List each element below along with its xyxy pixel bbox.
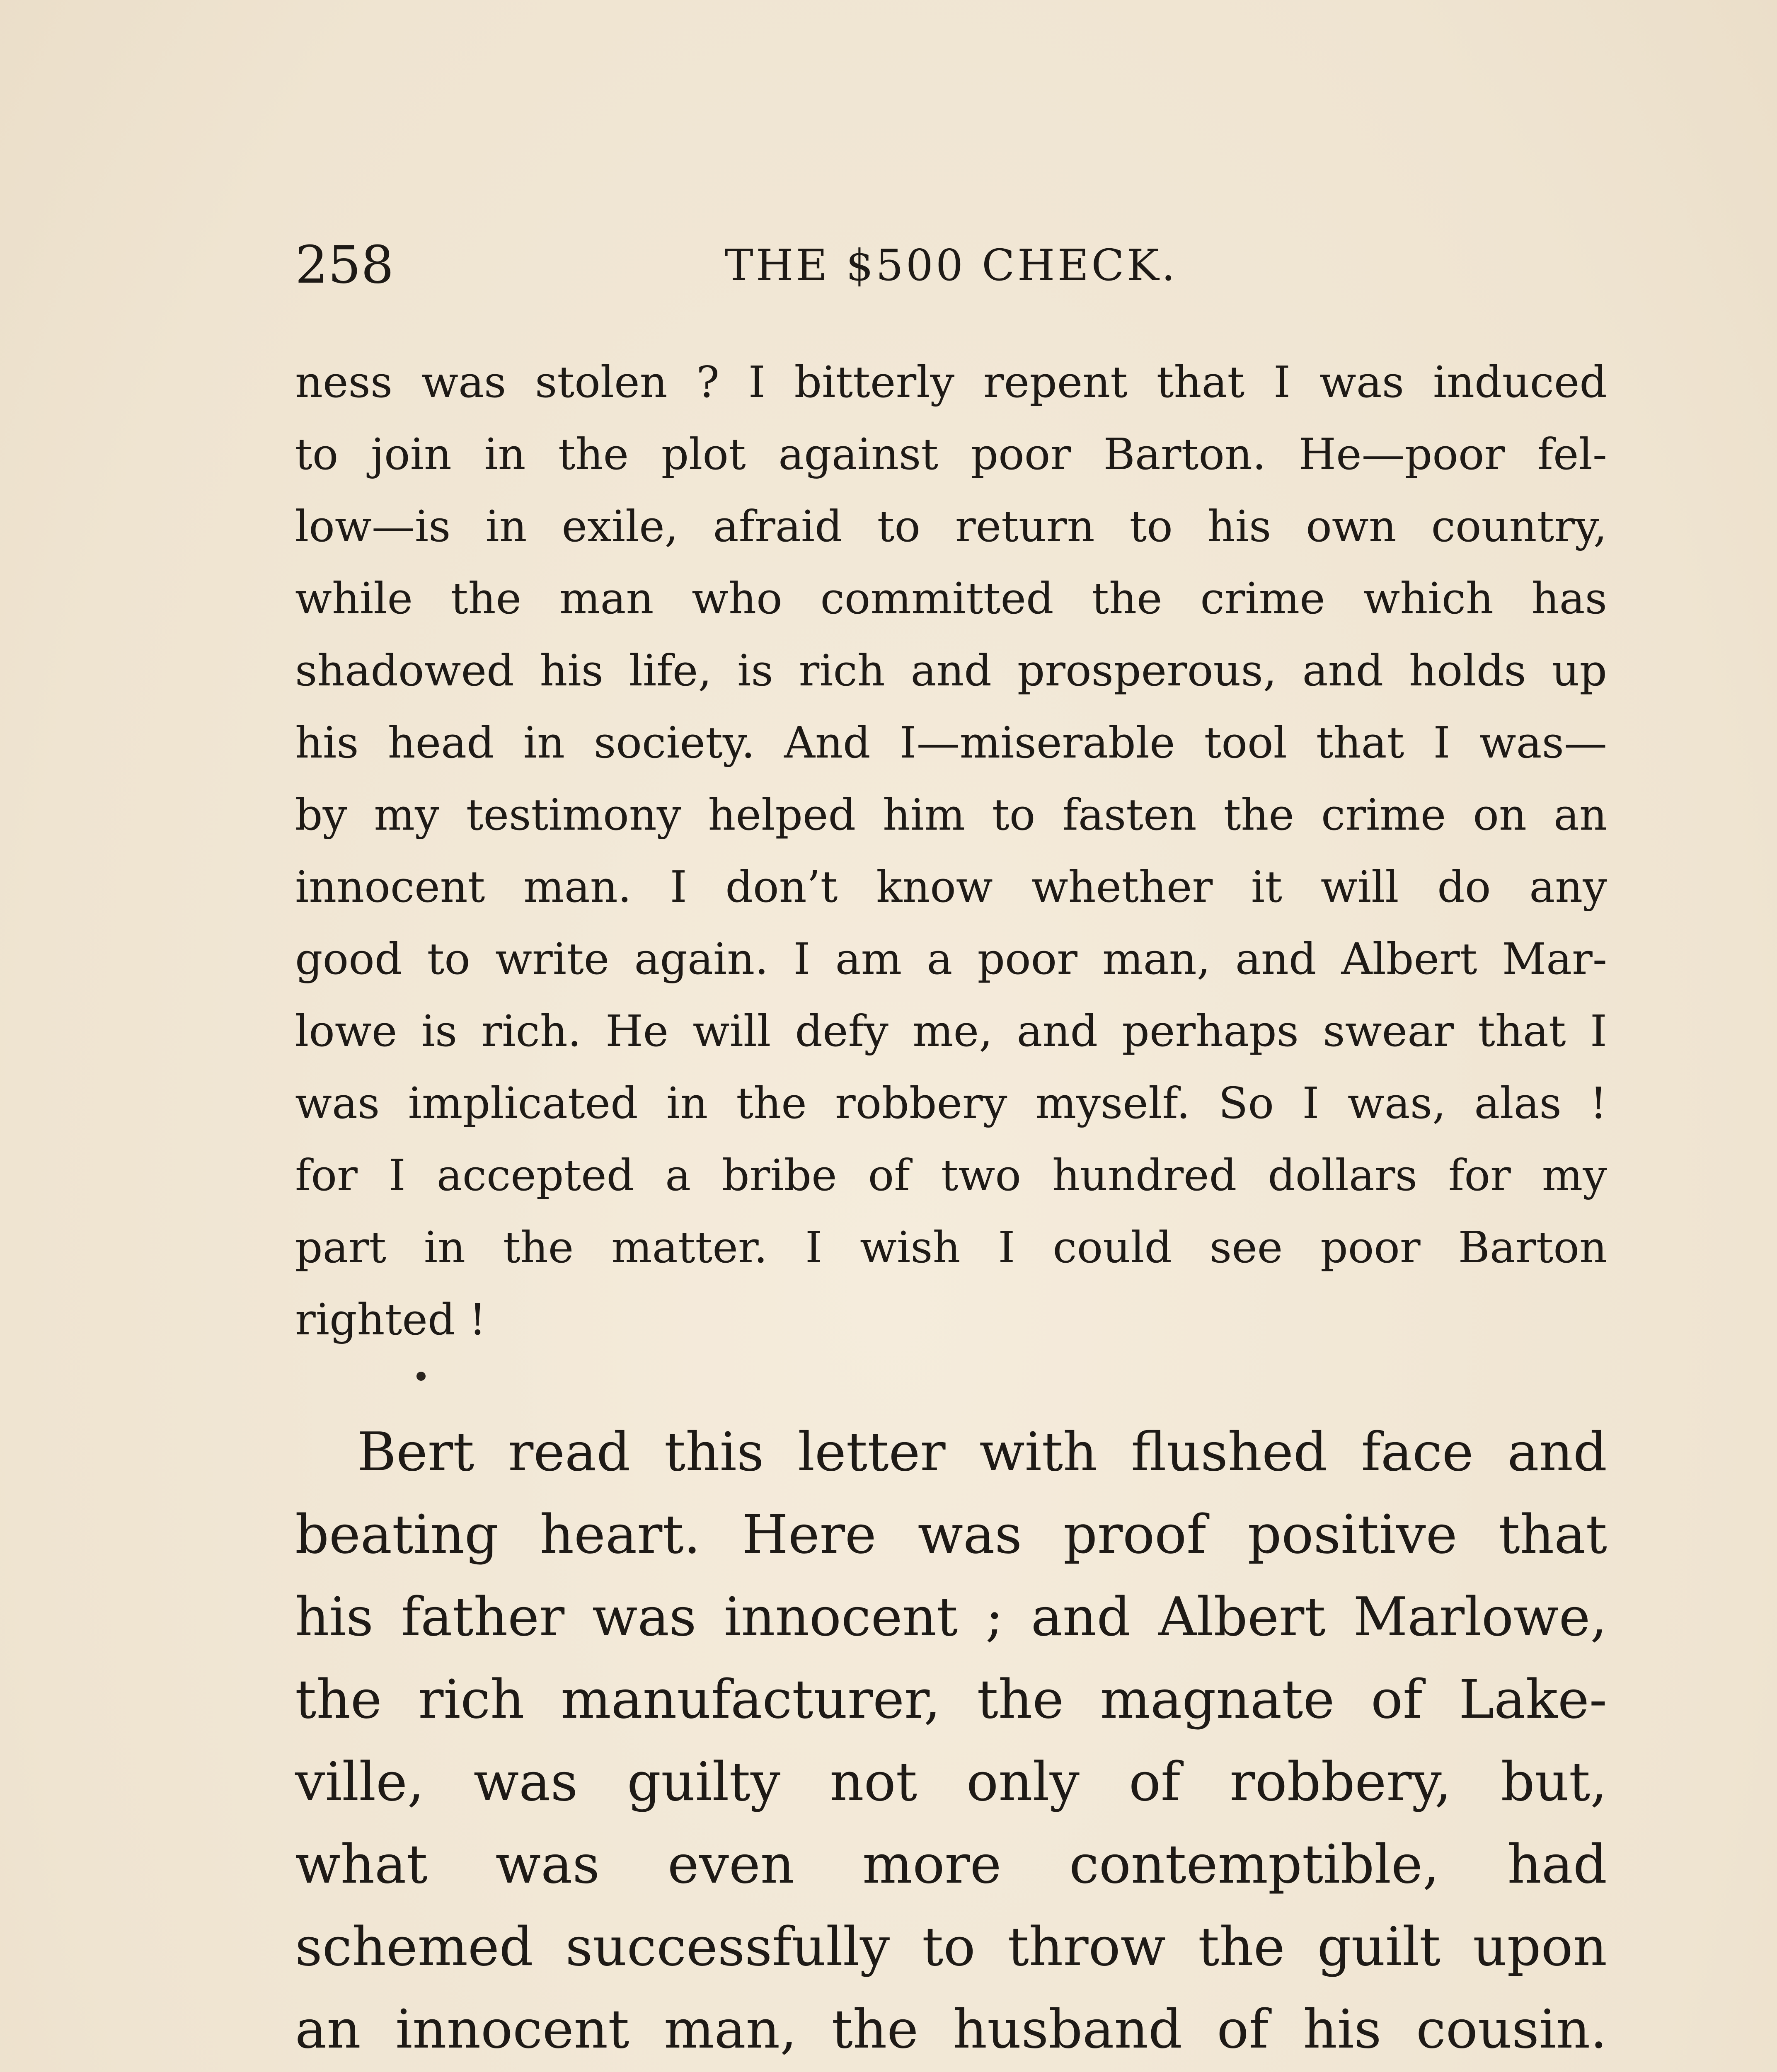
paragraph-line: what was even more contemptible, had	[295, 1834, 1607, 1895]
page-number: 258	[295, 235, 394, 295]
letter-line: ness was stolen ? I bitterly repent that I was induced	[295, 357, 1607, 407]
paragraph-line: schemed successfully to throw the guilt upon	[295, 1916, 1607, 1978]
letter-line: shadowed his life, is rich and prosperous, and holds up	[295, 645, 1607, 696]
letter-line: for I accepted a bribe of two hundred dollars for my	[295, 1150, 1607, 1201]
letter-excerpt	[295, 346, 1607, 1356]
narrative-paragraph	[295, 1411, 1607, 2072]
letter-line: righted !	[295, 1294, 487, 1345]
letter-line: to join in the plot against poor Barton. He—poor fel-	[295, 429, 1607, 479]
paragraph-line: his father was innocent ; and Albert Marlowe,	[295, 1586, 1607, 1648]
letter-line: was implicated in the robbery myself. So I was, alas !	[295, 1078, 1607, 1128]
letter-line: part in the matter. I wish I could see poor Barton	[295, 1222, 1607, 1273]
letter-line: lowe is rich. He will defy me, and perhaps swear that I	[295, 1006, 1607, 1056]
letter-line: by my testimony helped him to fasten the crime on an	[295, 789, 1607, 840]
paragraph-line: an innocent man, the husband of his cousin.	[295, 1999, 1607, 2060]
section-dot	[416, 1372, 426, 1381]
paragraph-line: the rich manufacturer, the magnate of Lake-	[295, 1669, 1607, 1731]
paragraph-line: Bert read this letter with flushed face and	[357, 1421, 1607, 1483]
page-header	[295, 232, 1607, 298]
letter-line: his head in society. And I—miserable tool that I was—	[295, 717, 1607, 768]
paragraph-line: beating heart. Here was proof positive that	[295, 1504, 1607, 1566]
letter-line: good to write again. I am a poor man, and Albert Mar-	[295, 934, 1607, 984]
paragraph-line: ville, was guilty not only of robbery, but,	[295, 1751, 1607, 1813]
running-head: THE $500 CHECK.	[724, 240, 1178, 290]
letter-line: low—is in exile, afraid to return to his own country,	[295, 501, 1607, 552]
letter-line: innocent man. I don’t know whether it will do any	[295, 862, 1607, 912]
letter-line: while the man who committed the crime which has	[295, 573, 1607, 624]
